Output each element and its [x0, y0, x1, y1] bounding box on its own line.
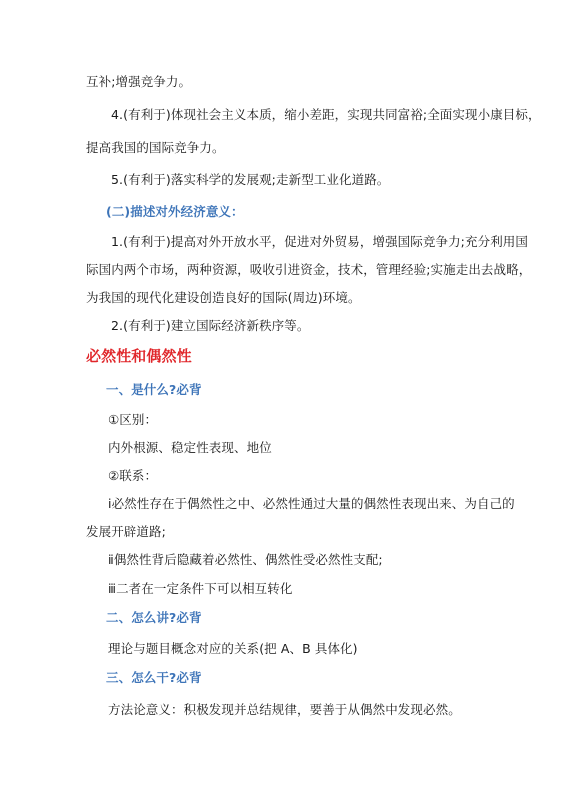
paragraph-line-18: ⅲ二者在一定条件下可以相互转化 [108, 581, 293, 596]
paragraph-line-15: ⅰ必然性存在于偶然性之中、必然性通过大量的偶然性表现出来、为自己的 [108, 496, 515, 511]
paragraph-line-3: 提高我国的国际竞争力。 [86, 140, 225, 155]
paragraph-line-2: 4.(有利于)体现社会主义本质，缩小差距，实现共同富裕;全面实现小康目标， [111, 107, 541, 122]
paragraph-line-9: 2.(有利于)建立国际经济新秩序等。 [111, 318, 310, 333]
paragraph-line-6: 1.(有利于)提高对外开放水平，促进对外贸易，增强国际竞争力;充分利用国 [111, 234, 528, 249]
paragraph-line-20: 理论与题目概念对应的关系(把 A、B 具体化) [108, 641, 358, 656]
list-label-difference: ①区别： [108, 412, 158, 427]
paragraph-line-7: 际国内两个市场，两种资源，吸收引进资金，技术，管理经验;实施走出去战略， [86, 262, 532, 277]
subheading-foreign-economy: (二)描述对外经济意义： [106, 204, 244, 219]
subheading-what: 一、是什么?必背 [106, 382, 202, 397]
subheading-how-to-act: 三、怎么干?必背 [106, 670, 202, 685]
paragraph-line-16: 发展开辟道路; [86, 524, 166, 539]
subheading-how-to-explain: 二、怎么讲?必背 [106, 610, 202, 625]
paragraph-line-4: 5.(有利于)落实科学的发展观;走新型工业化道路。 [111, 172, 390, 187]
paragraph-line-13: 内外根源、稳定性表现、地位 [108, 440, 272, 455]
paragraph-line-22: 方法论意义：积极发现并总结规律，要善于从偶然中发现必然。 [108, 702, 461, 717]
paragraph-line-17: ⅱ偶然性背后隐藏着必然性、偶然性受必然性支配; [108, 552, 383, 567]
paragraph-line-8: 为我国的现代化建设创造良好的国际(周边)环境。 [86, 290, 361, 305]
section-title-necessity-contingency: 必然性和偶然性 [86, 347, 192, 365]
list-label-connection: ②联系： [108, 468, 158, 483]
paragraph-line-1: 互补;增强竞争力。 [86, 74, 192, 89]
